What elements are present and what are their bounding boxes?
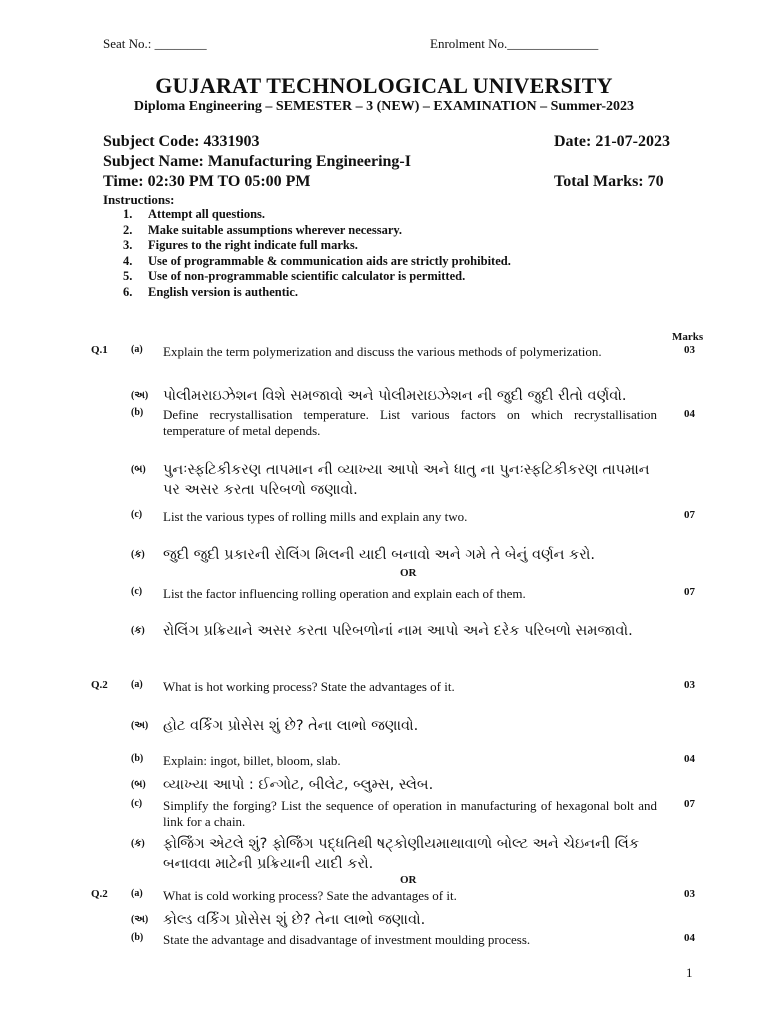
- instructions-heading: Instructions:: [103, 192, 175, 207]
- exam-line: Diploma Engineering – SEMESTER – 3 (NEW) – EXAMINATION – Summer-2023: [133, 99, 635, 114]
- sub-question-label-gu: (અ): [131, 390, 149, 401]
- question-text-en: What is cold working process? Sate the advantages of it.: [163, 888, 457, 903]
- question-text-en: Explain the term polymerization and discuss the various methods of polymerization.: [163, 344, 602, 359]
- question-number: Q.1: [91, 344, 108, 356]
- question-text-en: What is hot working process? State the advantages of it.: [163, 679, 455, 694]
- question-marks: 07: [684, 798, 695, 810]
- instructions-list: [123, 207, 511, 301]
- sub-question-label-gu: (બ): [131, 779, 146, 790]
- question-text-gu: પુનઃસ્ફટિકીકરણ તાપમાન ની વ્યાખ્યા આપો અને ધાતુ ના પુનઃસ્ફટિકીકરણ તાપમાન પર અસર કરતા પરિબળો જણાવો.: [163, 462, 650, 498]
- sub-question-label-gu: (અ): [131, 720, 149, 731]
- question-text-en: List the factor influencing rolling operation and explain each of them.: [163, 586, 526, 601]
- question-marks: 04: [684, 932, 695, 944]
- question-marks: 04: [684, 408, 695, 420]
- or-separator: OR: [400, 567, 417, 579]
- sub-question-label-gu: (ક): [131, 549, 145, 560]
- sub-question-label: (a): [131, 344, 143, 355]
- question-text-en: Define recrystallisation temperature. List various factors on which recrystallisation temperature of metal depends.: [163, 407, 657, 438]
- question-text-en: List the various types of rolling mills and explain any two.: [163, 509, 468, 524]
- sub-question-label-gu: (ક): [131, 838, 145, 849]
- exam-time: Time: 02:30 PM TO 05:00 PM: [103, 173, 311, 190]
- exam-date: Date: 21-07-2023: [554, 133, 670, 150]
- question-number: Q.2: [91, 679, 108, 691]
- enrolment-number-field: Enrolment No.______________: [430, 36, 599, 51]
- sub-question-label: (a): [131, 679, 143, 690]
- question-text-gu: જુદી જુદી પ્રકારની રોલિંગ મિલની યાદી બનાવો અને ગમે તે બેનું વર્ણન કરો.: [163, 547, 596, 563]
- question-marks: 07: [684, 586, 695, 598]
- instruction-item: 4. Use of programmable & communication aids are strictly prohibited.: [123, 253, 511, 268]
- question-text-gu: હોટ વર્કિંગ પ્રોસેસ શું છે? તેના લાભો જણાવો.: [163, 718, 419, 734]
- instruction-item: 1. Attempt all questions.: [123, 207, 266, 221]
- question-marks: 04: [684, 753, 695, 765]
- question-text-en: State the advantage and disadvantage of investment moulding process.: [163, 932, 531, 947]
- sub-question-label: (b): [131, 753, 144, 764]
- university-title: GUJARAT TECHNOLOGICAL UNIVERSITY: [155, 73, 613, 98]
- marks-column-heading: Marks: [672, 331, 704, 343]
- question-marks: 03: [684, 888, 695, 900]
- instruction-item: 2. Make suitable assumptions wherever necessary.: [123, 222, 403, 237]
- question-marks: 03: [684, 344, 695, 356]
- sub-question-label: (c): [131, 586, 143, 597]
- question-text-en: Explain: ingot, billet, bloom, slab.: [163, 753, 341, 768]
- instruction-item: 3. Figures to the right indicate full marks.: [123, 238, 358, 253]
- or-separator: OR: [400, 874, 417, 886]
- sub-question-label: (b): [131, 932, 144, 943]
- question-marks: 07: [684, 509, 695, 521]
- total-marks: Total Marks: 70: [554, 173, 664, 190]
- sub-question-label-gu: (બ): [131, 464, 146, 475]
- sub-question-label: (c): [131, 798, 143, 809]
- seat-number-field: Seat No.: ________: [103, 36, 207, 51]
- question-marks: 03: [684, 679, 695, 691]
- sub-question-label: (b): [131, 407, 144, 418]
- question-number: Q.2: [91, 888, 108, 900]
- question-text-gu: ફોર્જિંગ એટલે શું? ફોર્જિંગ પદ્ધતિથી ષટ્કોણીયમાથાવાળો બોલ્ટ અને ચેઇનની લિંક બનાવવા માટેની પ્રક્રિયાની યાદી કરો.: [163, 836, 640, 872]
- subject-code: Subject Code: 4331903: [103, 133, 260, 150]
- question-text-gu: વ્યાખ્યા આપો : ઈન્ગોટ, બીલેટ, બ્લુમ્સ, સ્લેબ.: [163, 777, 434, 793]
- question-text-en: Simplify the forging? List the sequence of operation in manufacturing of hexagonal bolt and link for a chain.: [163, 798, 657, 829]
- question-text-gu: કોલ્ડ વર્કિંગ પ્રોસેસ શું છે? તેના લાભો જણાવો.: [163, 912, 426, 928]
- question-text-gu: રોલિંગ પ્રક્રિયાને અસર કરતા પરિબળોનાં નામ આપો અને દરેક પરિબળો સમજાવો.: [163, 623, 633, 639]
- question-text-gu: પોલીમરાઇઝેશન વિશે સમજાવો અને પોલીમરાઇઝેશન ની જુદી જુદી રીતો વર્ણવો.: [163, 388, 627, 404]
- sub-question-label-gu: (અ): [131, 914, 149, 925]
- instruction-item: 6. English version is authentic.: [123, 284, 299, 299]
- subject-name: Subject Name: Manufacturing Engineering-I: [103, 153, 411, 170]
- sub-question-label-gu: (ક): [131, 625, 145, 636]
- instruction-item: 5. Use of non-programmable scientific calculator is permitted.: [123, 269, 466, 284]
- sub-question-label: (a): [131, 888, 143, 899]
- page-number: 1: [686, 965, 693, 980]
- sub-question-label: (c): [131, 509, 143, 520]
